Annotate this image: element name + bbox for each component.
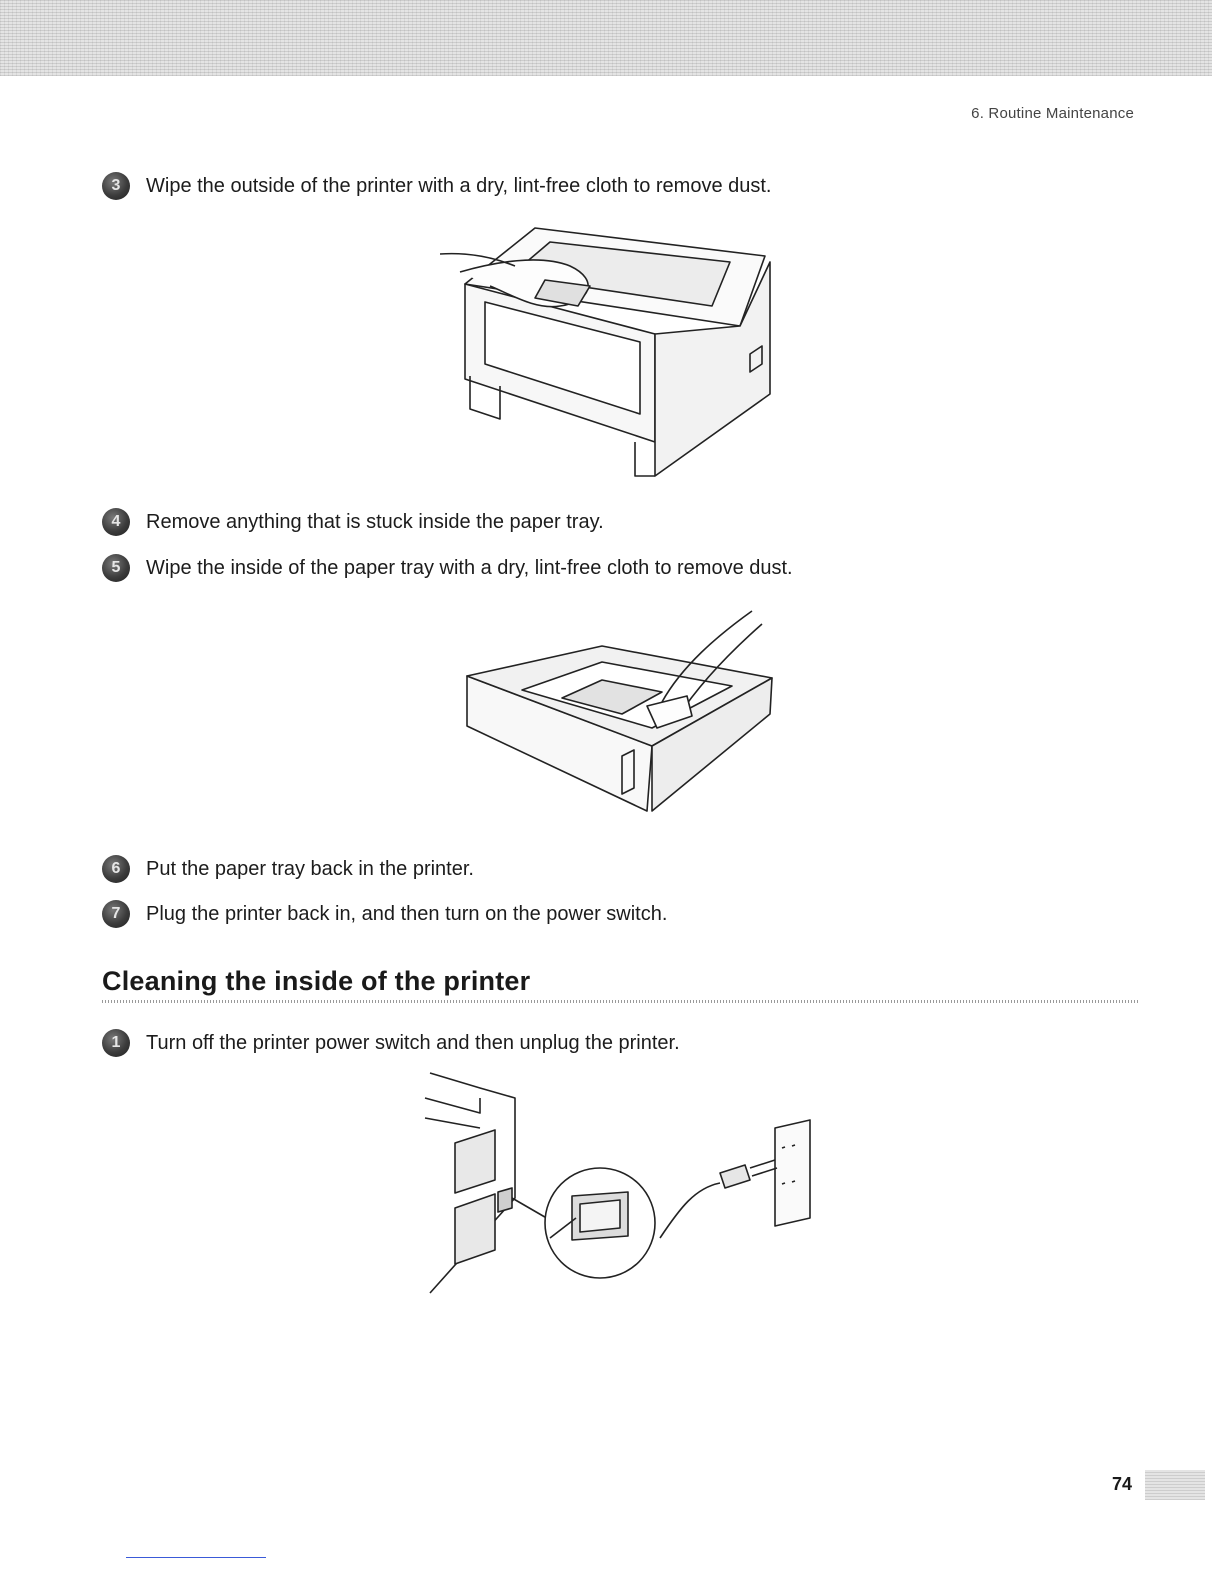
paper-tray-illustration xyxy=(462,606,782,821)
section-heading: Cleaning the inside of the printer xyxy=(102,966,531,996)
step-number-badge: 7 xyxy=(102,900,130,928)
section-step-1 xyxy=(102,1029,680,1057)
step-5 xyxy=(102,554,793,582)
step-text: Wipe the inside of the paper tray with a dry, lint-free cloth to remove dust. xyxy=(146,556,793,579)
step-text: Turn off the printer power switch and then unplug the printer. xyxy=(146,1031,680,1054)
step-number-badge: 5 xyxy=(102,554,130,582)
step-number-badge: 4 xyxy=(102,508,130,536)
printer-exterior-illustration xyxy=(440,214,790,486)
step-text: Wipe the outside of the printer with a dry, lint-free cloth to remove dust. xyxy=(146,174,772,197)
step-4 xyxy=(102,508,604,536)
section-divider xyxy=(102,1000,1138,1003)
unplug-printer-illustration xyxy=(420,1068,820,1298)
step-text: Remove anything that is stuck inside the paper tray. xyxy=(146,510,604,533)
header-band xyxy=(0,0,1212,76)
step-7 xyxy=(102,900,667,928)
step-3 xyxy=(102,172,771,200)
step-text: Put the paper tray back in the printer. xyxy=(146,857,474,880)
step-6 xyxy=(102,855,474,883)
footer-link-line xyxy=(126,1557,266,1558)
page-tab-decoration xyxy=(1145,1470,1205,1500)
step-number-badge: 1 xyxy=(102,1029,130,1057)
page-number: 74 xyxy=(1112,1474,1133,1494)
step-number-badge: 3 xyxy=(102,172,130,200)
step-text: Plug the printer back in, and then turn on the power switch. xyxy=(146,902,668,925)
chapter-title: 6. Routine Maintenance xyxy=(971,105,1134,122)
step-number-badge: 6 xyxy=(102,855,130,883)
